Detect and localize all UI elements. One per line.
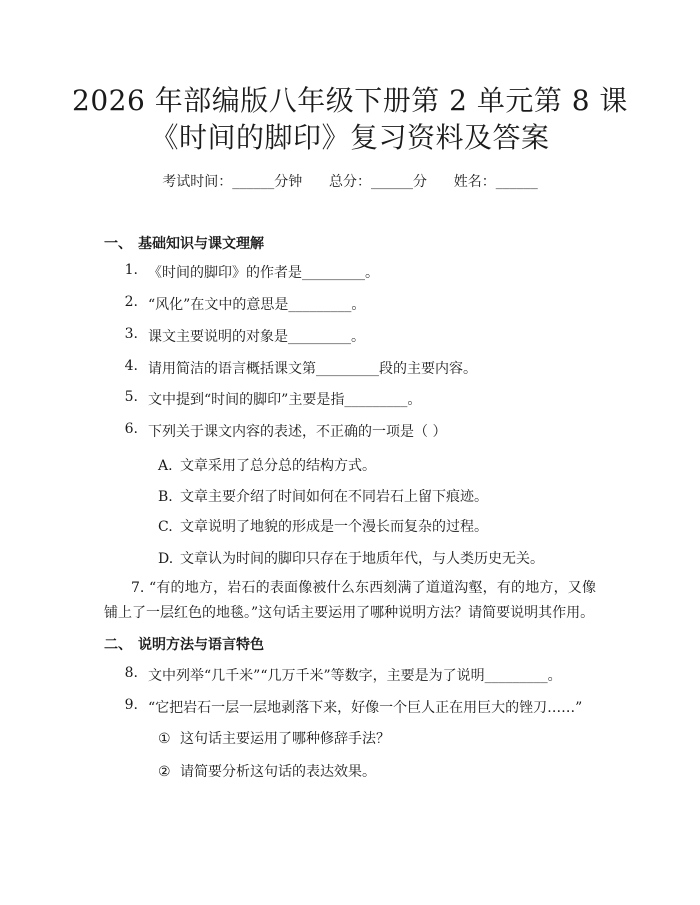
option-letter: C.	[158, 519, 173, 535]
question-number: 3.	[124, 326, 138, 342]
exam-info: 考试时间：______分钟 总分：______分 姓名：______	[162, 174, 538, 190]
document-title-line1: 2026 年部编版八年级下册第 2 单元第 8 课	[72, 84, 628, 117]
sub-mark: ②	[158, 764, 171, 780]
sub-mark: ①	[158, 731, 171, 747]
question-number: 2.	[124, 294, 138, 310]
section-title: 说明方法与语言特色	[138, 637, 264, 653]
section-number: 二、	[104, 637, 132, 653]
question-text: 课文主要说明的对象是_________。	[148, 329, 365, 345]
question-number: 5.	[124, 389, 138, 405]
sub-text: 这句话主要运用了哪种修辞手法？	[180, 731, 390, 747]
question-text: 请用简洁的语言概括课文第_________段的主要内容。	[148, 361, 477, 377]
question-9-sub-1	[158, 728, 390, 748]
question-number: 9.	[124, 697, 138, 713]
question-7: 7. “有的地方，岩石的表面像被什么东西刻满了道道沟壑，有的地方，又像铺上了一层红色的地毯。”这句话主要运用了哪种说明方法？请简要说明其作用。	[104, 580, 596, 621]
section-heading-1	[104, 233, 264, 253]
question-text: “它把岩石一层一层地剥落下来，好像一个巨人正在用巨大的锉刀……”	[148, 700, 583, 716]
question-text: 文中提到“时间的脚印”主要是指_________。	[148, 392, 422, 408]
option-letter: B.	[158, 489, 173, 505]
question-text: 下列关于课文内容的表述，不正确的一项是（ ）	[148, 424, 447, 440]
option-text: 文章说明了地貌的形成是一个漫长而复杂的过程。	[180, 519, 488, 535]
question-number: 1.	[124, 262, 138, 278]
option-d	[158, 548, 544, 568]
section-heading-2	[104, 634, 264, 654]
option-a	[158, 455, 376, 475]
option-letter: D.	[158, 551, 174, 567]
question-text: “风化”在文中的意思是_________。	[148, 297, 366, 313]
section-title: 基础知识与课文理解	[138, 236, 264, 252]
sub-text: 请简要分析这句话的表达效果。	[180, 764, 376, 780]
option-b	[158, 486, 488, 506]
question-9-sub-2	[158, 761, 376, 781]
question-number: 4.	[124, 358, 138, 374]
option-letter: A.	[158, 458, 173, 474]
question-number: 8.	[124, 665, 138, 681]
option-c	[158, 516, 488, 536]
question-number: 6.	[124, 421, 138, 437]
option-text: 文章主要介绍了时间如何在不同岩石上留下痕迹。	[180, 489, 488, 505]
question-text: 文中列举“几千米”“几万千米”等数字，主要是为了说明_________。	[148, 668, 562, 684]
option-text: 文章认为时间的脚印只存在于地质年代，与人类历史无关。	[180, 551, 544, 567]
section-number: 一、	[104, 236, 132, 252]
option-text: 文章采用了总分总的结构方式。	[180, 458, 376, 474]
document-title-line2: 《时间的脚印》复习资料及答案	[150, 121, 550, 154]
question-text: 《时间的脚印》的作者是_________。	[148, 265, 379, 281]
